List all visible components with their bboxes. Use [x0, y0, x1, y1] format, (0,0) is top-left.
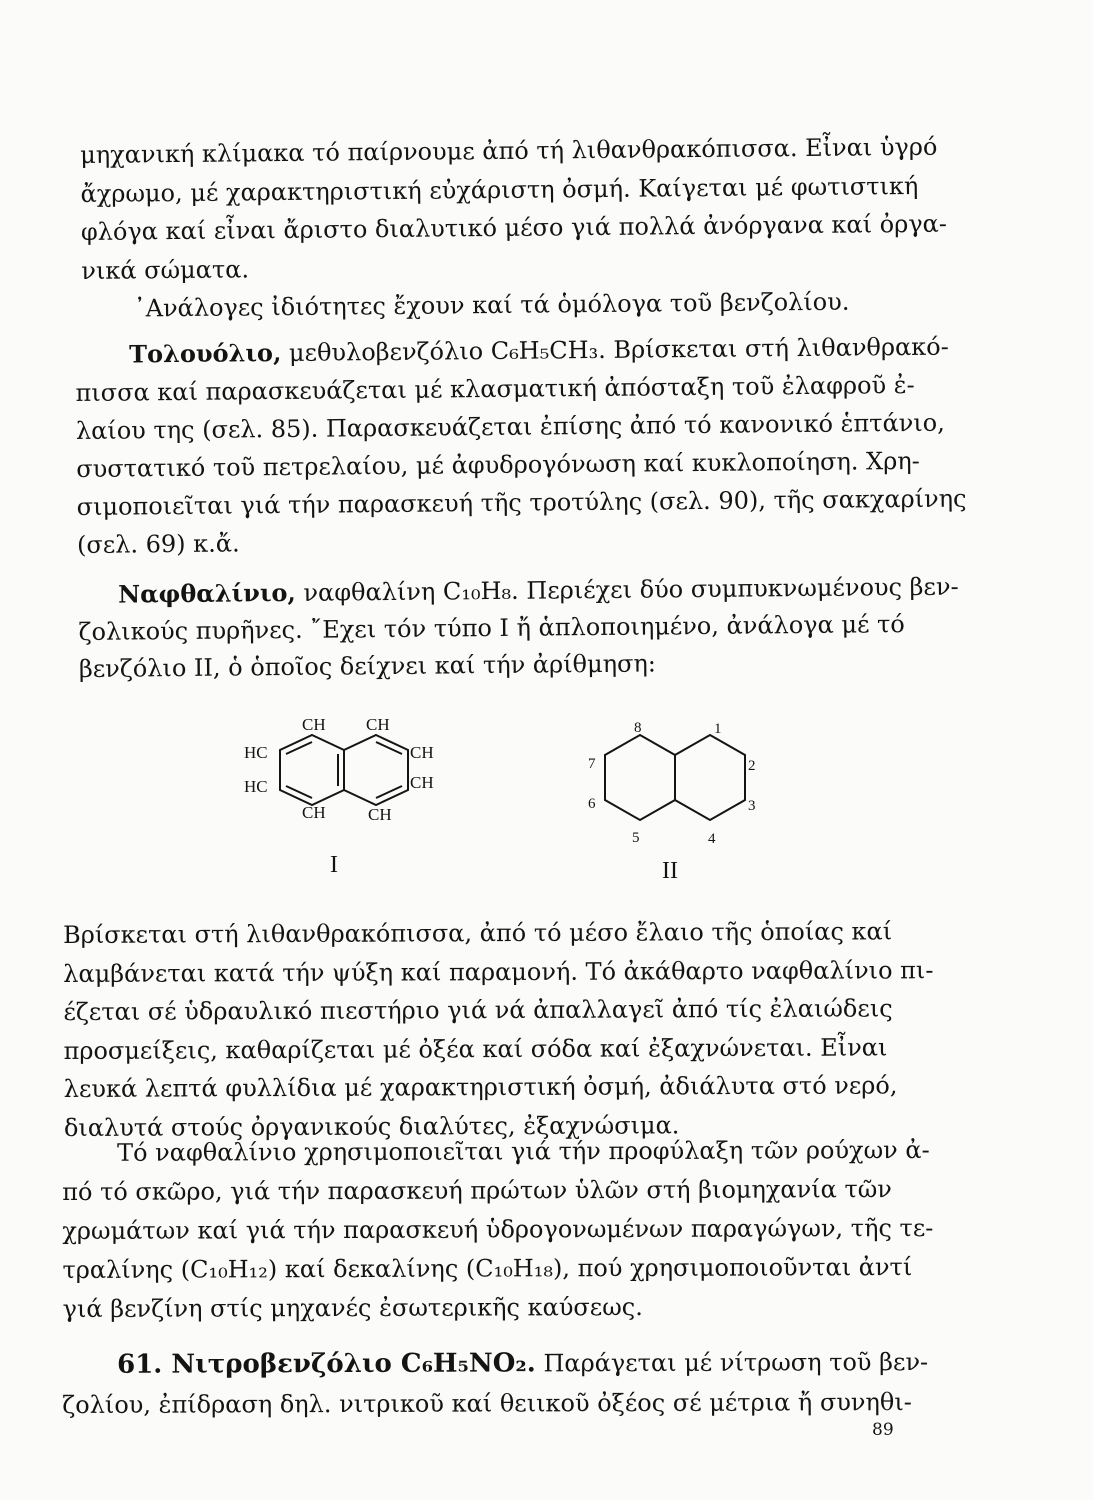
- text-line: λευκά λεπτά φυλλίδια μέ χαρακτηριστική ὀσμή, ἀδιάλυτα στό νερό,: [63, 1071, 898, 1104]
- text-line: λαίου της (σελ. 85). Παρασκευάζεται ἐπίσης ἀπό τό κανονικό ἑπτάνιο,: [75, 408, 945, 445]
- term-naphthalene: Ναφθαλίνιο,: [118, 577, 296, 609]
- double-bond: [376, 786, 402, 798]
- label-ch-right-upper: CH: [410, 743, 434, 762]
- position-4: 4: [708, 831, 716, 847]
- text-line: διαλυτά στούς ὀργανικούς διαλύτες, ἐξαχνώσιμα.: [63, 1111, 680, 1142]
- label-ch-top-right: CH: [366, 715, 390, 734]
- text-line: (σελ. 69) κ.ἄ.: [76, 529, 240, 559]
- ring-left: [280, 735, 344, 805]
- label-structure-I: I: [330, 852, 338, 878]
- text-line: τραλίνης (C₁₀H₁₂) καί δεκαλίνης (C₁₀H₁₈), πού χρησιμοποιοῦνται ἀντί: [62, 1253, 913, 1284]
- label-hc-lower: HC: [244, 777, 268, 796]
- paragraph-naphthalene-uses: [62, 1131, 934, 1329]
- position-8: 8: [634, 720, 642, 736]
- text-line: γιά βενζίνη στίς μηχανές ἐσωτερικῆς καύσεως.: [62, 1292, 643, 1323]
- paragraph-naphthalene: [78, 568, 959, 688]
- page-number: 89: [872, 1420, 894, 1440]
- ring-left: [605, 735, 675, 820]
- text-line: ζολίου, ἐπίδραση δηλ. νιτρικοῦ καί θειικοῦ ὀξέος σέ μέτρια ἤ συνηθι-: [62, 1388, 912, 1419]
- text-line: νικά σώματα.: [81, 254, 250, 285]
- toluene-formula-line: μεθυλοβενζόλιο C₆H₅CH₃. Βρίσκεται στή λιθανθρακό-: [281, 332, 949, 368]
- text-line: συστατικό τοῦ πετρελαίου, μέ ἀφυδρογόνωση καί κυκλοποίηση. Χρη-: [76, 446, 920, 483]
- position-7: 7: [588, 756, 596, 772]
- label-ch-bottom-left: CH: [302, 803, 326, 822]
- label-structure-II: II: [662, 858, 678, 884]
- position-5: 5: [632, 830, 640, 846]
- label-ch-bottom-right: CH: [368, 805, 392, 824]
- text-line: λαμβάνεται κατά τήν ψύξη καί παραμονή. Τό ἀκάθαρτο ναφθαλίνιο πι-: [63, 955, 934, 988]
- text-line: σιμοποιεῖται γιά τήν παρασκευή τῆς τροτύλης (σελ. 90), τῆς σακχαρίνης: [76, 484, 967, 521]
- text-line: ζολικούς πυρῆνες. ῎Εχει τόν τύπο I ἤ ἁπλοποιημένο, ἀνάλογα μέ τό: [78, 610, 905, 646]
- label-ch-right-lower: CH: [410, 773, 434, 792]
- naphthalene-formula-line: ναφθαλίνη C₁₀H₈. Περιέχει δύο συμπυκνωμένους βεν-: [295, 572, 959, 607]
- ring-right: [344, 735, 408, 805]
- text-line: βενζόλιο II, ὁ ὁποῖος δείχνει καί τήν ἀρίθμηση:: [78, 649, 656, 683]
- text-line: Βρίσκεται στή λιθανθρακόπισσα, ἀπό τό μέσο ἔλαιο τῆς ὁποίας καί: [63, 917, 893, 949]
- text-line: Τό ναφθαλίνιο χρησιμοποιεῖται γιά τήν προφύλαξη τῶν ρούχων ἀ-: [117, 1135, 930, 1167]
- text-line: χρωμάτων καί γιά τήν παρασκευή ὑδρογονωμένων παραγώγων, τῆς τε-: [62, 1213, 934, 1245]
- position-1: 1: [714, 721, 722, 737]
- text-line: Παράγεται μέ νίτρωση τοῦ βεν-: [535, 1347, 929, 1378]
- double-bond: [376, 742, 402, 754]
- structure-I: [280, 735, 408, 805]
- label-ch-top-left: CH: [302, 715, 326, 734]
- paragraph-naphthalene-source: [63, 912, 934, 1147]
- label-hc-upper: HC: [244, 743, 268, 762]
- text-line: έζεται σέ ὑδραυλικό πιεστήριο γιά νά ἀπαλλαγεῖ ἀπό τίς ἐλαιώδεις: [63, 994, 893, 1027]
- text-line: ᾿Ανάλογες ἰδιότητες ἔχουν καί τά ὁμόλογα τοῦ βενζολίου.: [133, 287, 850, 323]
- double-bond: [286, 742, 312, 754]
- naphthalene-structure-figure: [220, 700, 810, 900]
- position-2: 2: [748, 758, 756, 774]
- text-line: μηχανική κλίμακα τό παίρνουμε ἀπό τή λιθανθρακόπισσα. Εἶναι ὑγρό: [80, 132, 938, 169]
- text-line: φλόγα καί εἶναι ἄριστο διαλυτικό μέσο γιά πολλά ἀνόργανα καί ὀργα-: [80, 209, 948, 246]
- ring-right: [675, 735, 745, 820]
- section-heading-nitrobenzene: 61. Νιτροβενζόλιο C₆H₅NO₂.: [117, 1348, 536, 1380]
- text-line: πό τό σκῶρο, γιά τήν παρασκευή πρώτων ὑλῶν στή βιομηχανία τῶν: [62, 1175, 892, 1206]
- position-3: 3: [748, 798, 756, 814]
- position-6: 6: [588, 796, 596, 812]
- structure-II: [605, 735, 745, 820]
- paragraph-toluene: [75, 328, 967, 564]
- text-line: πισσα καί παρασκευάζεται μέ κλασματική ἀπόσταξη τοῦ ἐλαφροῦ ἐ-: [75, 370, 915, 407]
- term-toluene: Τολουόλιο,: [129, 338, 282, 369]
- section-nitrobenzene: [62, 1342, 929, 1425]
- paragraph-benzene-properties: [80, 128, 948, 329]
- double-bond: [286, 786, 312, 798]
- text-line: ἄχρωμο, μέ χαρακτηριστική εὐχάριστη ὀσμή. Καίγεται μέ φωτιστική: [80, 171, 919, 208]
- text-line: προσμείξεις, καθαρίζεται μέ ὀξέα καί σόδα καί ἐξαχνώνεται. Εἶναι: [63, 1033, 888, 1065]
